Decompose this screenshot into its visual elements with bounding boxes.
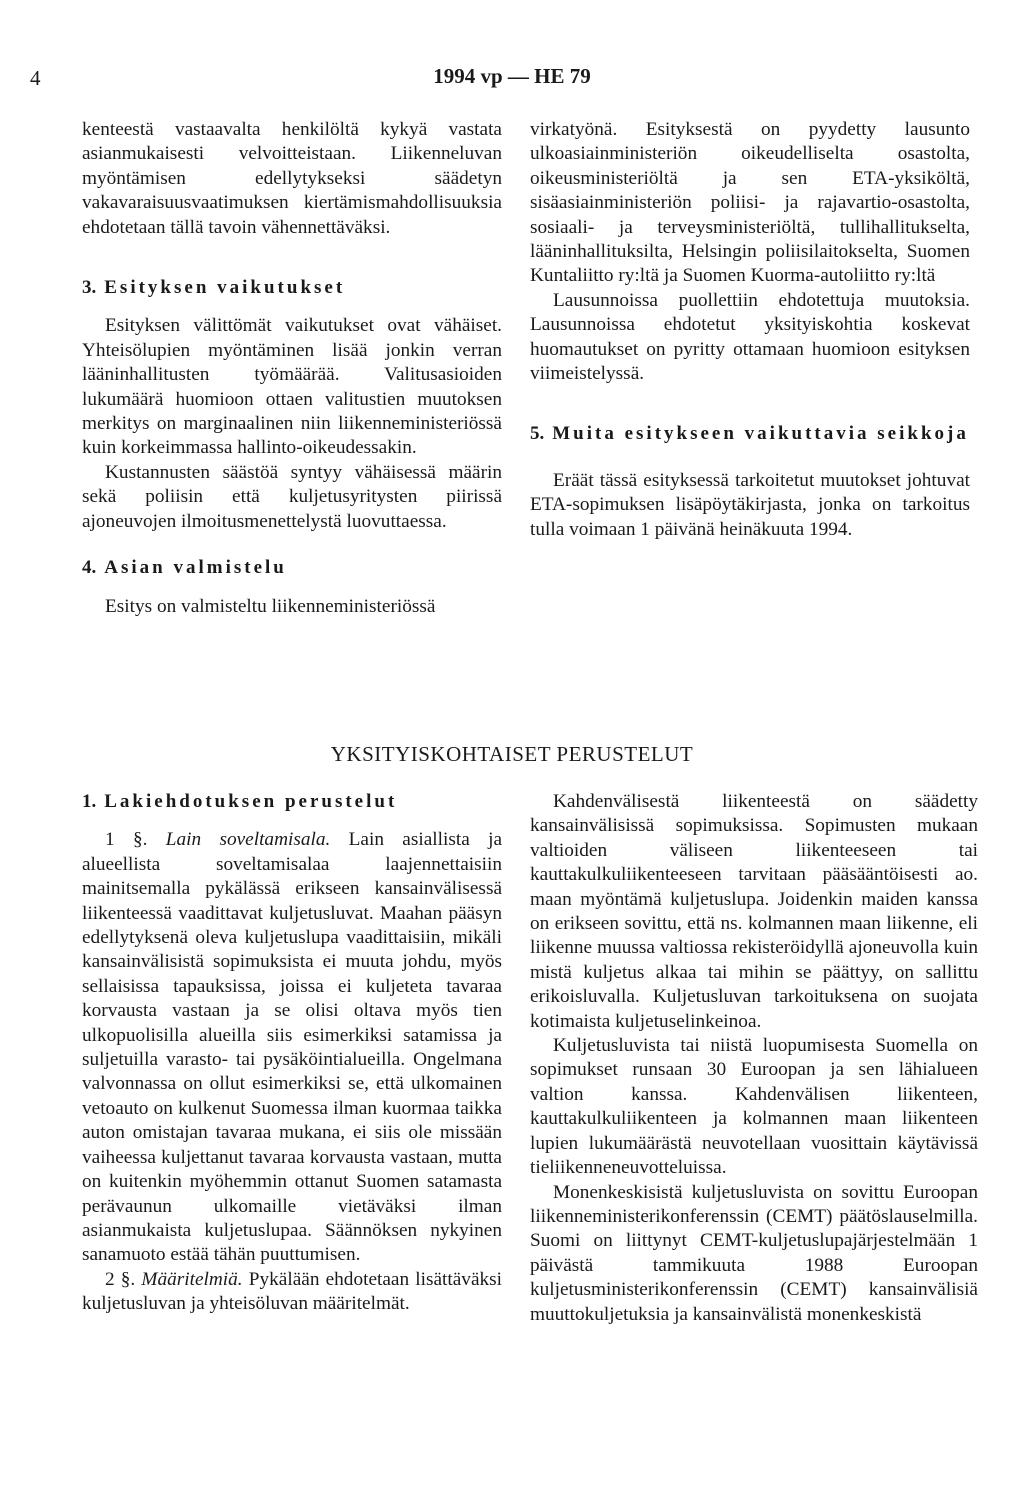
paragraph: Kustannusten säästöä syntyy vähäisessä määrin sekä poliisin että kuljetusyritysten piirissä ajoneuvojen ilmoitusmenettelystä luovuttaessa.	[82, 461, 502, 532]
heading-text: Asian valmistelu	[104, 557, 287, 579]
right-column-bottom	[530, 790, 978, 1327]
section-heading-4	[82, 556, 502, 580]
heading-number: 4.	[82, 557, 97, 579]
paragraph: virkatyönä. Esityksestä on pyydetty lausunto ulkoasiainministeriön oikeudelliselta osastolta, oikeusministeriöltä ja sen ETA-yksiköltä, sisäasiainministeriön poliisi- ja rajavartio-osastolta, sosiaali- ja terveysministeriöltä, tullihallitukselta, lääninhallituksilta, Helsingin poliisilaitokselta, Suomen Kuntaliitto ry:ltä ja Suomen Kuorma-autoliitto ry:ltä	[530, 119, 970, 287]
section-title: YKSITYISKOHTAISET PERUSTELUT	[330, 742, 694, 766]
section-text: Lain asiallista ja alueellista soveltamisalaa laajennettaisiin mainitsemalla pykälässä erikseen kansainvälisessä liikenteessä vaadittavat kuljetusluvat. Maahan pääsyn edellytyksenä oleva kuljetuslupa vaadittaisiin, mikäli kansainvälisistä sopimuksista ei muuta johdu, myös sellaisissa tapauksissa, joissa ei kuljeteta tavaraa korvausta vastaan ja se olisi oltava myös tien ulkopuolisilla alueilla siis esimerkiksi satamissa ja suljetuilla varasto- tai pysäköintialueilla. Ongelmana valvonnassa on ollut esimerkiksi se, että ulkomainen vetoauto on kulkenut Suomessa ilman kuormaa taikka auton omistajan tavaraa mukana, ei siis ole missään vaiheessa kuljettanut tavaraa korvausta vastaan, mutta on kuitenkin myöhemmin ottanut Suomen satamasta perävaunun ulkomaille vietäväksi ilman asianmukaista kuljetuslupaa. Säännöksen nykyinen sanamuoto estää tähän puuttumisen.	[82, 829, 503, 1266]
section-heading-5	[530, 422, 970, 446]
section-title-italic: Määritelmiä.	[141, 1268, 243, 1290]
section-title-italic: Lain soveltamisala.	[165, 829, 331, 851]
section-heading-3	[82, 276, 502, 300]
left-column-top	[82, 118, 502, 619]
page-number: 4	[30, 66, 41, 90]
section-heading-1	[82, 790, 502, 814]
left-column-bottom	[82, 790, 502, 1317]
paragraph: Kuljetusluvista tai niistä luopumisesta Suomella on sopimukset runsaan 30 Euroopan ja sen lähialueen valtion kanssa. Kahdenvälisen liikenteen, kauttakulkuliikenteen ja kolmannen maan liikenteen lupien lukumäärästä neuvotellaan vuosittain käytävissä tieliikenneneuvotteluissa.	[530, 1035, 978, 1179]
paragraph: Eräät tässä esityksessä tarkoitetut muutokset johtuvat ETA-sopimuksen lisäpöytäkirjasta, jonka on tarkoitus tulla voimaan 1 päivänä heinäkuuta 1994.	[530, 469, 970, 540]
heading-text: Muita esitykseen vaikuttavia seikkoja	[552, 423, 969, 445]
paragraph: Monenkeskisistä kuljetusluvista on sovittu Euroopan liikenneministerikonferenssin (CEMT) päätöslauselmilla. Suomi on liittynyt CEMT-kuljetuslupajärjestelmään 1 päivästä tammikuuta 1988 Euroopan kuljetusministerikonferenssin (CEMT) kansainvälisiä muuttokuljetuksia ja kansainvälistä monenkeskistä	[530, 1181, 978, 1325]
section-label: 1 §.	[105, 829, 148, 851]
paragraph: Esityksen välittömät vaikutukset ovat vähäiset. Yhteisölupien myöntäminen lisää jonkin verran lääninhallitusten työmäärää. Valitusasioiden lukumäärä huomioon ottaen valitustien muutoksen merkitys on marginaalinen niin liikenneministeriössä kuin korkeimmassa hallinto-oikeudessakin.	[82, 315, 502, 459]
paragraph: Lausunnoissa puollettiin ehdotettuja muutoksia. Lausunnoissa ehdotetut yksityiskohtia koskevat huomautukset on pyritty ottamaan huomioon esityksen viimeistelyssä.	[530, 289, 970, 385]
paragraph: Kahdenvälisestä liikenteestä on säädetty kansainvälisissä sopimuksissa. Sopimusten mukaan valtioiden väliseen liikenteeseen tai kauttakulkuliikenteeseen tarvitaan pääsääntöisesti ao. maan myöntämä kuljetuslupa. Joidenkin maiden kanssa on erikseen sovittu, että ns. kolmannen maan liikenne, eli liikenne muussa valtiossa rekisteröidyllä ajoneuvolla kuin mistä kuljetus alkaa tai mihin se päättyy, on sallittu erikoisluvalla. Kuljetusluvan tarkoituksena on suojata kotimaista kuljetuselinkeinoa.	[530, 791, 978, 1032]
heading-number: 5.	[530, 423, 545, 445]
heading-number: 3.	[82, 277, 97, 299]
heading-text: Esityksen vaikutukset	[104, 277, 346, 299]
running-title: 1994 vp — HE 79	[433, 64, 591, 88]
heading-text: Lakiehdotuksen perustelut	[104, 791, 398, 812]
paragraph: Esitys on valmisteltu liikenneministeriössä	[105, 595, 436, 617]
paragraph	[82, 1268, 502, 1317]
heading-number: 1.	[82, 791, 97, 812]
section-text: Pykälään ehdotetaan lisättäväksi kuljetusluvan ja yhteisöluvan määritelmät.	[82, 1268, 503, 1315]
right-column-top	[530, 118, 970, 542]
section-label: 2 §.	[105, 1268, 136, 1290]
paragraph	[82, 828, 502, 1267]
paragraph: kenteestä vastaavalta henkilöltä kykyä vastata asianmukaisesti velvoitteistaan. Liikenneluvan myöntämisen edellytykseksi säädetyn vakavaraisuusvaatimuksen kiertämismahdollisuuksia ehdotetaan tällä tavoin vähennettäväksi.	[82, 119, 502, 238]
